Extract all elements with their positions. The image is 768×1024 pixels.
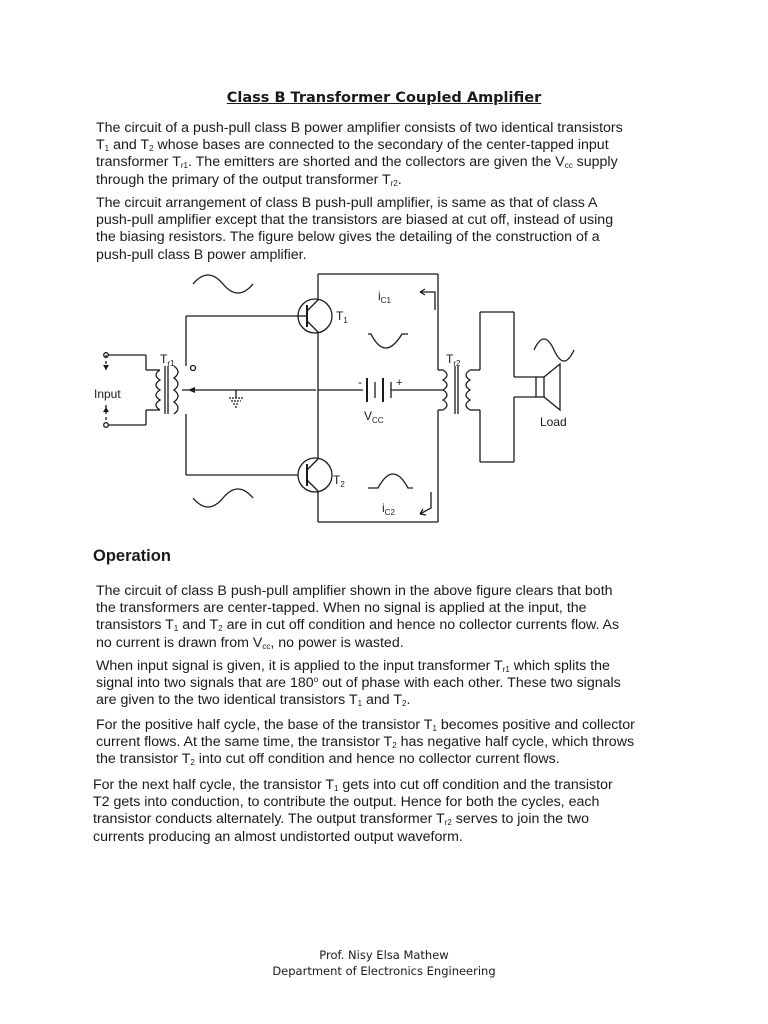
operation-paragraph-4	[93, 777, 675, 846]
operation-heading: Operation	[93, 547, 171, 565]
text-line: T2 gets into conduction, to contribute the output. Hence for both the cycles, each	[93, 794, 600, 811]
text-line: For the positive half cycle, the base of the transistor $T_1$ becomes positive and collector	[96, 717, 635, 733]
arrangement-paragraph	[96, 195, 672, 264]
ic2-label: $i_{C2}$	[382, 501, 395, 517]
text-line: When input signal is given, it is applied to the input transformer $T_{r1}$ which splits the	[96, 658, 610, 674]
load-speaker	[536, 377, 544, 397]
text-line: push-pull class B power amplifier.	[96, 246, 307, 263]
text-line: transformer $T_{r1}$. The emitters are shorted and the collectors are given the $V_{cc}$ supply	[96, 154, 618, 171]
document-title: Class B Transformer Coupled Amplifier	[226, 90, 542, 106]
text-line: transistor conducts alternately. The output transformer $T_{r2}$ serves to join the two	[93, 811, 590, 828]
tr2-secondary-coil	[466, 370, 470, 410]
t2-label: $T_2$	[333, 473, 345, 489]
operation-paragraph-3	[96, 717, 672, 769]
t2-transistor	[298, 458, 332, 492]
operation-paragraph-2	[96, 658, 672, 710]
text-line: are given to the two identical transistors $T_1$ and $T_2$.	[96, 692, 411, 709]
battery-plus-label: +	[396, 377, 403, 389]
vcc-label: $V_{CC}$	[364, 409, 384, 425]
text-line: the biasing resistors. The figure below gives the detailing of the construction of a	[96, 229, 600, 246]
tr1-primary-coil	[156, 370, 160, 410]
input-label: Input	[94, 387, 121, 401]
input-waveform-bottom	[193, 489, 253, 507]
text-line: transistors $T_1$ and $T_2$ are in cut off condition and hence no collector currents flow. As	[96, 617, 620, 634]
input-waveform-top	[193, 275, 253, 293]
intro-paragraph	[96, 120, 672, 189]
text-line: through the primary of the output transformer $T_{r2}$.	[96, 171, 402, 188]
ic1-label: $i_{C1}$	[378, 289, 391, 305]
output-waveform	[534, 339, 574, 361]
tr1-label: $T_{r1}$	[160, 352, 175, 368]
text-line: the transformers are center-tapped. When no signal is applied at the input, the	[96, 600, 587, 617]
ic1-waveform	[368, 334, 408, 348]
tr1-secondary-coil	[174, 366, 178, 414]
text-line: currents producing an almost undistorted output waveform.	[93, 828, 463, 845]
text-line: The circuit of class B push-pull amplifier shown in the above figure clears that both	[96, 583, 613, 599]
tr2-primary-coil	[443, 370, 447, 410]
t1-label: $T_1$	[336, 309, 348, 325]
text-line: $T_1$ and $T_2$ whose bases are connected to the secondary of the center-tapped input	[96, 137, 609, 154]
text-line: signal into two signals that are 180$^o$ out of phase with each other. These two signals	[96, 675, 621, 692]
text-line: For the next half cycle, the transistor $T_1$ gets into cut off condition and the transistor	[93, 777, 613, 793]
footer-department: Department of Electronics Engineering	[272, 964, 496, 978]
circuit-diagram	[88, 270, 588, 532]
battery-minus-label: -	[358, 375, 362, 389]
operation-paragraph-1	[96, 583, 672, 652]
text-line: current flows. At the same time, the transistor $T_2$ has negative half cycle, which throws	[96, 734, 635, 751]
ic2-waveform	[368, 474, 413, 488]
load-label: Load	[540, 415, 567, 429]
text-line: The circuit arrangement of class B push-pull amplifier, is same as that of class A	[96, 195, 598, 211]
text-line: The circuit of a push-pull class B power amplifier consists of two identical transistors	[96, 120, 623, 136]
tr2-label: $T_{r2}$	[446, 352, 461, 368]
footer-author: Prof. Nisy Elsa Mathew	[319, 948, 449, 962]
text-line: the transistor $T_2$ into cut off condition and hence no collector current flows.	[96, 751, 560, 768]
text-line: no current is drawn from $V_{cc}$, no power is wasted.	[96, 634, 404, 651]
text-line: push-pull amplifier except that the transistors are biased at cut off, instead of using	[96, 212, 614, 229]
